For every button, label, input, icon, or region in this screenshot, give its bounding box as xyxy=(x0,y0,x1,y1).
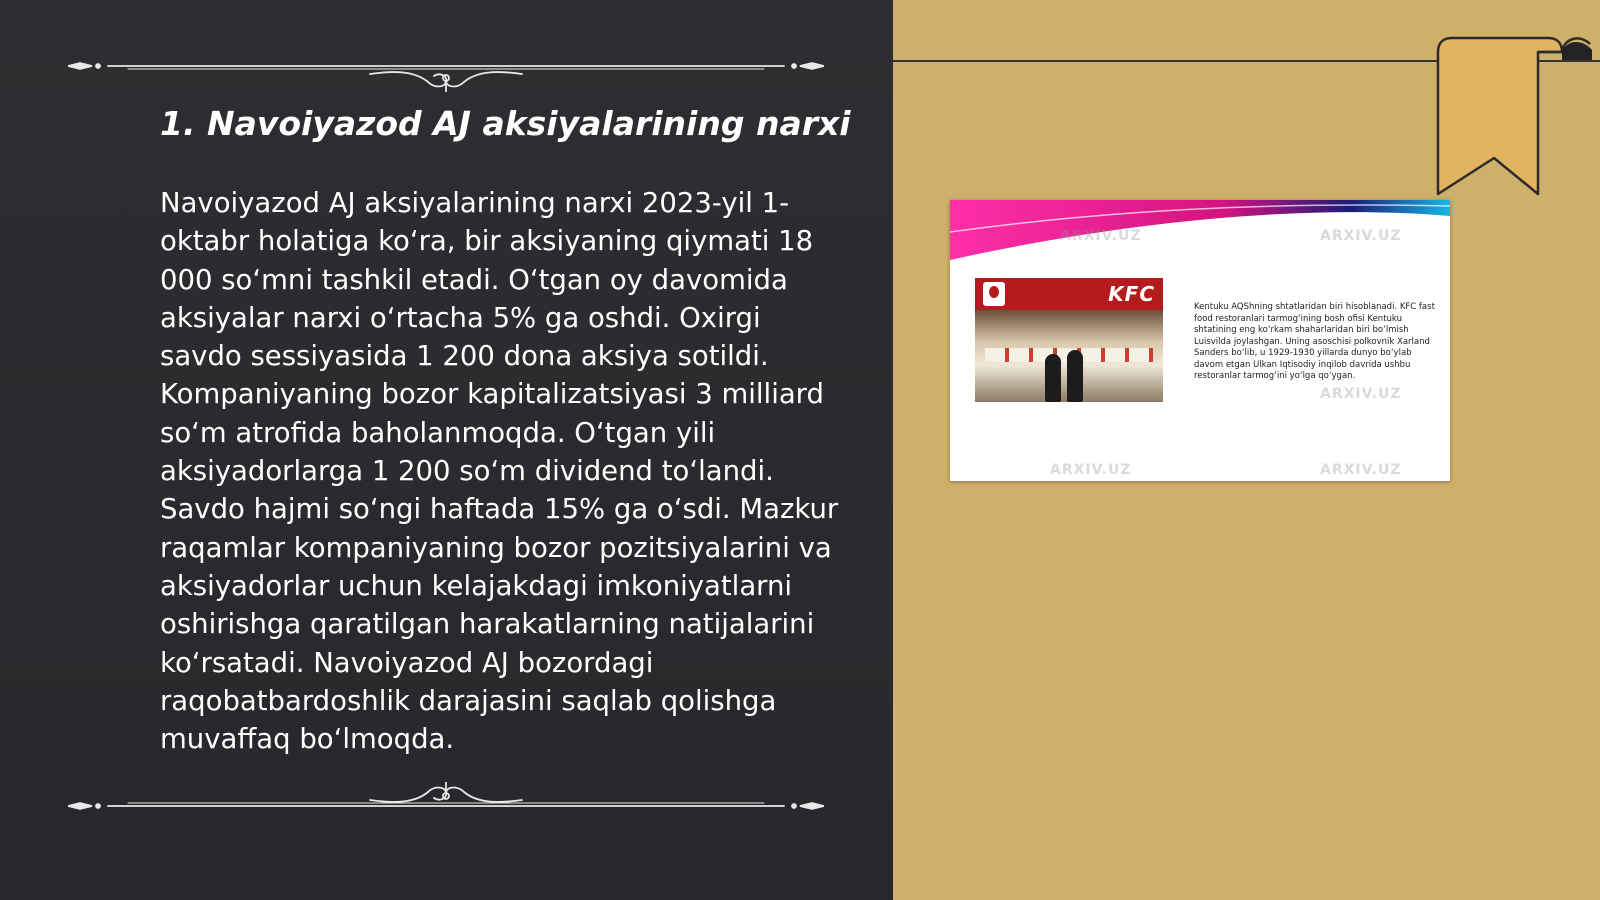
card-caption-text: Kentuku AQShning shtatlaridan biri hisoblanadi. KFC fast food restoranlari tarmog‘ining bosh ofisi Kentuku shtatining eng ko‘rkam shaharlaridan biri bo‘lmish Luisvilda joylashgan. Uning asoschisi polkovnik Xarland Sanders bo‘lib, u 1929-1930 yillarda dunyo bo‘ylab davom etgan Ulkan Iqtisodiy inqilob davrida ushbu restoranlar tarmog‘ini yo‘lga qo‘ygan. xyxy=(1194,302,1435,381)
embedded-slide-image xyxy=(950,200,1450,481)
kfc-colonel-icon xyxy=(983,282,1005,306)
customer-figure xyxy=(1045,354,1061,402)
top-ornament-divider-icon xyxy=(68,42,824,92)
bottom-ornament-divider-icon xyxy=(68,782,824,832)
kfc-logo: KFC xyxy=(1108,282,1155,306)
watermark: ARXIV.UZ xyxy=(1060,228,1142,244)
customer-figure xyxy=(1067,350,1083,402)
kfc-counter xyxy=(975,310,1163,402)
watermark: ARXIV.UZ xyxy=(1320,462,1402,478)
watermark: ARXIV.UZ xyxy=(1320,386,1402,402)
slide-title: 1. Navoiyazod AJ aksiyalarining narxi xyxy=(160,104,851,143)
watermark: ARXIV.UZ xyxy=(1050,462,1132,478)
watermark: ARXIV.UZ xyxy=(1320,228,1402,244)
kfc-storefront-photo xyxy=(975,278,1163,402)
bookmark-icon xyxy=(1430,34,1600,204)
kfc-sign xyxy=(975,278,1163,310)
slide-body-text: Navoiyazod AJ aksiyalarining narxi 2023-yil 1-oktabr holatiga ko‘ra, bir aksiyaning qiymati 18 000 so‘mni tashkil etadi. O‘tgan oy davomida aksiyalar narxi o‘rtacha 5% ga oshdi. Oxirgi savdo sessiyasida 1 200 dona aksiya sotildi. Kompaniyaning bozor kapitalizatsiyasi 3 milliard so‘m atrofida baholanmoqda. O‘tgan yili aksiyadorlarga 1 200 so‘m dividend to‘landi. Savdo hajmi so‘ngi haftada 15% ga o‘sdi. Mazkur raqamlar kompaniyaning bozor pozitsiyalarini va aksiyadorlar uchun kelajakdagi imkoniyatlarni oshirishga qaratilgan harakatlarning natijalarini ko‘rsatadi. Navoiyazod AJ bozordagi raqobatbardoshlik darajasini saqlab qolishga muvaffaq bo‘lmoqda. xyxy=(160,187,839,756)
